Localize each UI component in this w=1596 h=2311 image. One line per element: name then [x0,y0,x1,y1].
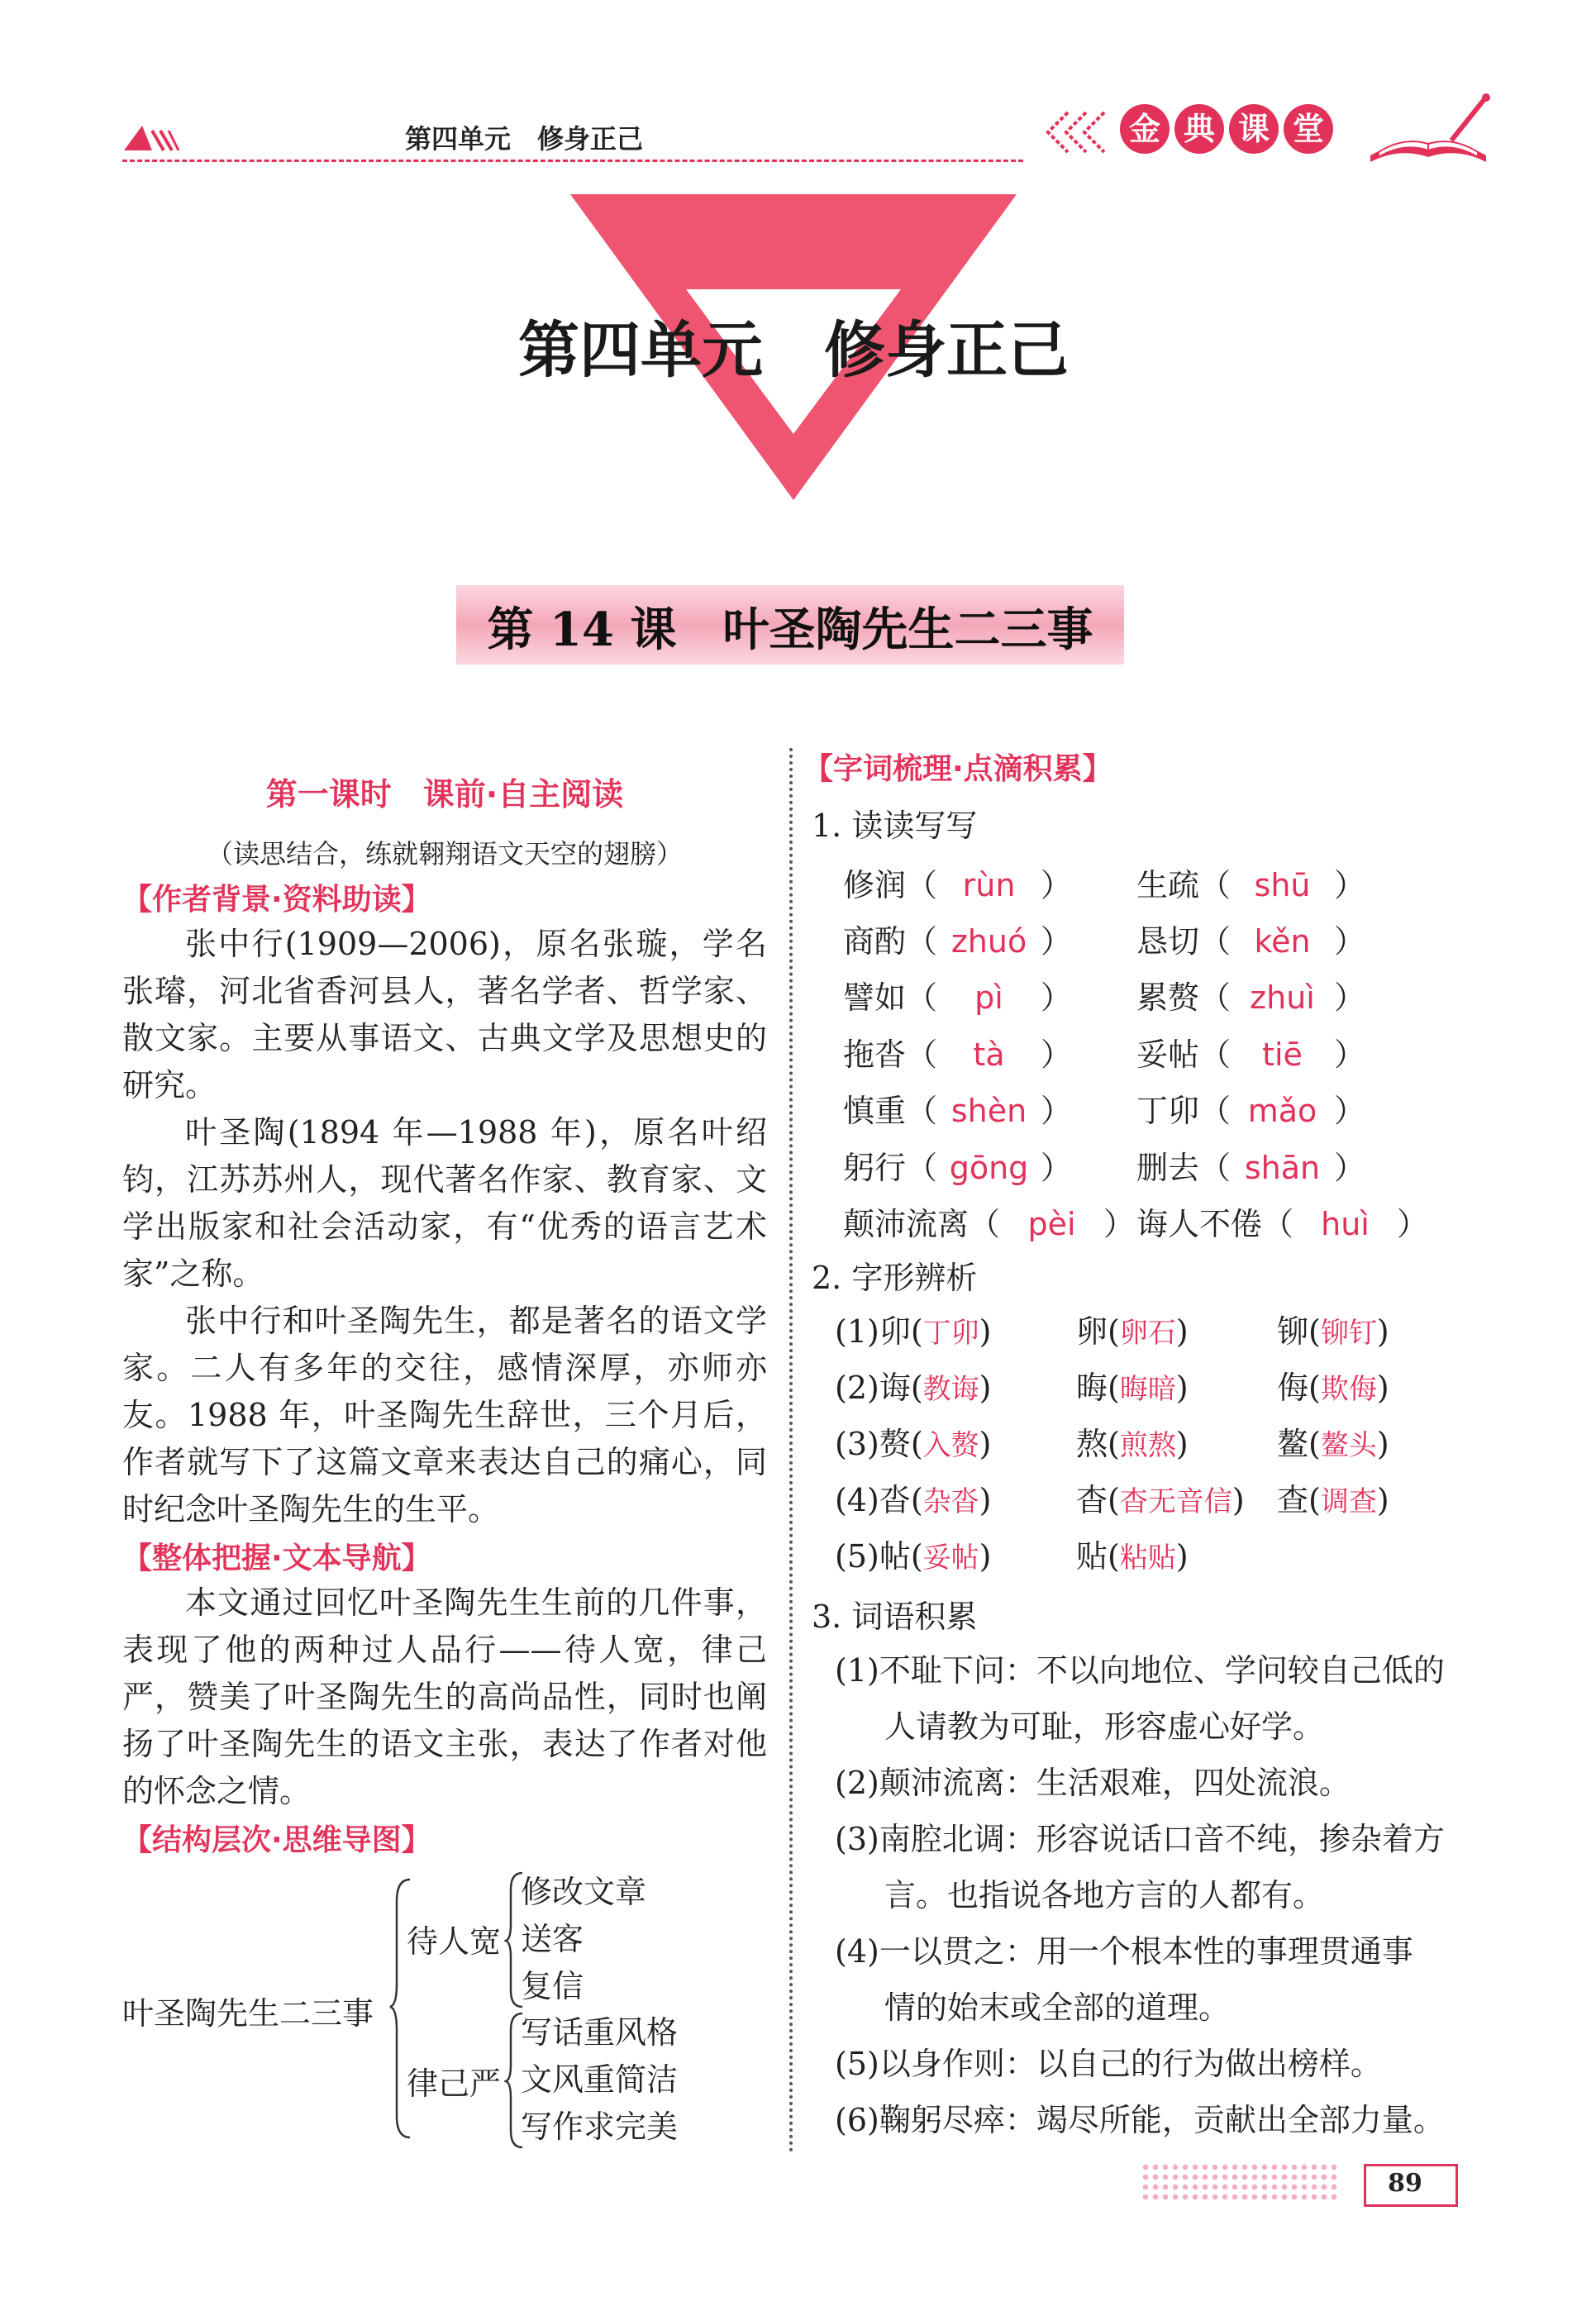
glyph-item [1076,1306,1189,1351]
vocab-word: 修润（ [843,867,938,903]
vocab-word: 恳切（ [1136,923,1232,960]
mindmap-branch-label: 律己严 [407,2066,502,2102]
paren-close: ） [1334,1150,1366,1186]
glyph-char: (1)卯( [835,1313,923,1350]
pinyin-item [843,1085,1072,1131]
paren-close: ) [1376,1370,1389,1406]
author-paragraph: 叶圣陶(1894 年—1988 年)，原名叶绍钧，江苏苏州人，现代著名作家、教育家、文学出版家和社会活动家，有“优秀的语言艺术家”之称。 [122,1114,767,1292]
paren-close: ) [1175,1370,1189,1406]
chevron-left-icon [1043,107,1117,157]
glyph-char: 贴( [1076,1538,1120,1575]
paren-close: ） [1397,1206,1429,1242]
paren-close: ） [1041,1093,1073,1129]
glyph-char: 卵( [1076,1313,1120,1350]
pinyin-item [1136,1142,1365,1188]
session-title: 第一课时 课前·自主阅读 [265,776,624,812]
lesson-title: 第 14 课 叶圣陶先生二三事 [487,603,1093,657]
brand-char: 金 [1120,104,1170,154]
glyph-answer: 杂沓 [922,1485,979,1518]
section-overview: 【整体把握·文本导航】 [122,1541,431,1575]
q1-title: 1. 读读写写 [812,808,978,844]
brand-char: 堂 [1284,104,1333,154]
paren-close: ） [1041,923,1073,960]
glyph-item [1076,1531,1189,1576]
glyph-answer: 杳无音信 [1119,1485,1232,1518]
pinyin-answer: rùn [962,867,1016,903]
paren-close: ） [1334,1093,1366,1129]
glyph-char: (2)诲( [835,1370,923,1406]
idiom-entry: (2)颠沛流离：生活艰难，四处流浪。 [835,1765,1351,1801]
overview-paragraph: 本文通过回忆叶圣陶先生生前的几件事，表现了他的两种过人品行——待人宽，律己严，赞美了叶圣陶先生的高尚品性，同时也阐扬了叶圣陶先生的语文主张，表达了作者对他的怀念之情。 [122,1584,767,1809]
vocab-word: 生疏（ [1136,867,1232,903]
mindmap-leaf: 写作求完美 [521,2108,679,2145]
pinyin-item [843,860,1072,905]
pinyin-item [843,1142,1072,1188]
vocab-word: 妥帖（ [1136,1036,1232,1073]
glyph-item [1277,1475,1389,1520]
glyph-item [835,1362,991,1408]
paren-close: ） [1334,923,1366,960]
pinyin-answer: pì [974,979,1003,1016]
glyph-answer: 入赘 [922,1429,979,1462]
glyph-answer: 鳌头 [1320,1429,1377,1462]
glyph-item [835,1531,991,1576]
section-author-background: 【作者背景·资料助读】 [122,883,431,917]
glyph-answer: 调查 [1320,1485,1377,1518]
pinyin-item [1136,860,1365,905]
glyph-item [1076,1362,1189,1408]
glyph-char: 熬( [1076,1426,1120,1462]
mindmap-leaf: 复信 [521,1968,584,2004]
glyph-answer: 卵石 [1119,1317,1176,1350]
glyph-item [835,1418,991,1464]
mindmap-root: 叶圣陶先生二三事 [122,1995,374,2032]
paren-close: ) [979,1426,992,1462]
glyph-item [1076,1418,1189,1464]
glyph-char: 查( [1277,1482,1321,1518]
idiom-entry: (6)鞠躬尽瘁：竭尽所能，贡献出全部力量。 [835,2102,1445,2138]
paren-close: ) [1376,1426,1389,1462]
glyph-answer: 丁卯 [922,1317,979,1350]
pinyin-item [843,916,1072,961]
paren-close: ） [1103,1206,1136,1242]
vocab-word: 累赘（ [1136,979,1232,1016]
paren-close: ） [1041,1150,1073,1186]
pinyin-item [1136,1029,1365,1074]
pinyin-answer: zhuó [950,923,1027,960]
mindmap-leaf: 送客 [521,1921,584,1957]
brand-char: 典 [1174,104,1224,154]
paren-close: ） [1334,867,1366,903]
glyph-char: 侮( [1277,1370,1321,1406]
column-divider [789,748,793,2153]
pinyin-answer: shèn [950,1093,1027,1129]
glyph-answer: 欺侮 [1320,1373,1377,1406]
pinyin-answer: kěn [1254,923,1311,960]
idiom-entry: (1)不耻下问：不以向地位、学问较自己低的 [835,1652,1445,1689]
paren-close: ） [1334,979,1366,1016]
glyph-char: 杳( [1076,1482,1120,1518]
pinyin-answer: mǎo [1247,1093,1317,1129]
vocab-word: 躬行（ [843,1150,938,1186]
idiom-entry-continued: 情的始末或全部的道理。 [884,1989,1231,2026]
vocab-word: 拖沓（ [843,1036,938,1073]
paren-close: ) [979,1482,992,1518]
section-vocabulary: 【字词梳理·点滴积累】 [803,752,1112,786]
glyph-item [835,1306,991,1351]
pinyin-item [1136,1198,1428,1244]
section-mindmap: 【结构层次·思维导图】 [122,1823,431,1857]
mindmap-branch-label: 待人宽 [407,1923,502,1960]
vocab-word: 慎重（ [843,1093,938,1129]
vocab-word: 颠沛流离（ [843,1206,1001,1242]
pinyin-item [843,1029,1072,1074]
pinyin-answer: tà [973,1036,1005,1073]
vocab-word: 譬如（ [843,979,938,1016]
pinyin-answer: shān [1244,1150,1321,1186]
vocab-word: 丁卯（ [1136,1093,1232,1129]
pinyin-answer: shū [1254,867,1311,903]
footer-dots [1141,2162,1339,2200]
vocab-word: 商酌（ [843,923,938,960]
q2-title: 2. 字形辨析 [812,1260,978,1296]
pinyin-item [1136,972,1365,1017]
pinyin-item [1136,916,1365,961]
pinyin-answer: gōng [949,1150,1029,1186]
glyph-char: (5)帖( [835,1538,923,1575]
book-pen-icon [1362,91,1494,165]
q3-title: 3. 词语积累 [812,1599,978,1635]
glyph-item [1277,1306,1389,1351]
paren-close: ） [1041,979,1073,1016]
paren-close: ) [979,1370,992,1406]
glyph-answer: 晦暗 [1119,1373,1176,1406]
glyph-item [1277,1418,1389,1464]
glyph-char: 鳌( [1277,1426,1321,1462]
vocab-word: 诲人不倦（ [1136,1206,1294,1242]
idiom-entry: (4)一以贯之：用一个根本性的事理贯通事 [835,1933,1413,1970]
brand-char: 课 [1229,104,1279,154]
idiom-entry-continued: 言。也指说各地方言的人都有。 [884,1877,1325,1913]
header-triangles-icon [122,122,180,152]
author-paragraph: 张中行和叶圣陶先生，都是著名的语文学家。二人有多年的交往，感情深厚，亦师亦友。1988 年，叶圣陶先生辞世，三个月后，作者就写下了这篇文章来表达自己的痛心，同时纪念叶圣陶先生的生平。 [122,1303,767,1527]
paren-close: ) [1175,1538,1189,1575]
paren-close: ） [1041,867,1073,903]
pinyin-item [1136,1085,1365,1131]
unit-title: 第四单元 修身正己 [518,315,1069,386]
glyph-item [1277,1362,1389,1408]
author-paragraph: 张中行(1909—2006)，原名张璇，学名张璿，河北省香河县人，著名学者、哲学家、散文家。主要从事语文、古典文学及思想史的研究。 [122,926,767,1103]
paren-close: ) [979,1538,992,1575]
paren-close: ） [1334,1036,1366,1073]
pinyin-answer: huì [1321,1206,1370,1242]
pinyin-answer: tiē [1262,1036,1303,1073]
idiom-entry: (3)南腔北调：形容说话口音不纯，掺杂着方 [835,1821,1445,1857]
left-column [122,769,767,1861]
glyph-answer: 粘贴 [1119,1541,1176,1575]
pinyin-item [843,1198,1135,1244]
pinyin-item [843,972,1072,1017]
glyph-char: 晦( [1076,1370,1120,1406]
paren-close: ） [1041,1036,1073,1073]
brand-logo [1120,104,1333,154]
pinyin-answer: zhuì [1250,979,1315,1016]
glyph-item [1076,1475,1245,1520]
paren-close: ) [1175,1426,1189,1462]
glyph-char: (3)赘( [835,1426,923,1462]
idiom-entry-continued: 人请教为可耻，形容虚心好学。 [884,1708,1325,1745]
paren-close: ) [979,1313,992,1350]
header-unit-title: 第四单元 修身正己 [405,123,644,155]
glyph-char: (4)沓( [835,1482,923,1518]
glyph-item [835,1475,991,1520]
vocab-word: 删去（ [1136,1150,1232,1186]
paren-close: ) [1376,1313,1389,1350]
paren-close: ) [1376,1482,1389,1518]
header-dotted-line [122,160,1023,162]
mindmap-leaf: 文风重简洁 [521,2061,679,2098]
motto: （读思结合，练就翱翔语文天空的翅膀） [206,838,683,870]
glyph-answer: 妥帖 [922,1541,979,1575]
mindmap-leaf: 修改文章 [521,1874,647,1910]
pinyin-answer: pèi [1027,1206,1076,1242]
idiom-entry: (5)以身作则：以自己的行为做出榜样。 [835,2046,1382,2082]
mindmap-leaf: 写话重风格 [521,2014,679,2051]
glyph-answer: 教诲 [922,1373,979,1406]
glyph-answer: 煎熬 [1119,1429,1176,1462]
glyph-answer: 铆钉 [1320,1317,1377,1350]
paren-close: ) [1232,1482,1245,1518]
paren-close: ) [1175,1313,1189,1350]
page-number: 89 [1388,2169,1422,2198]
glyph-char: 铆( [1277,1313,1321,1350]
